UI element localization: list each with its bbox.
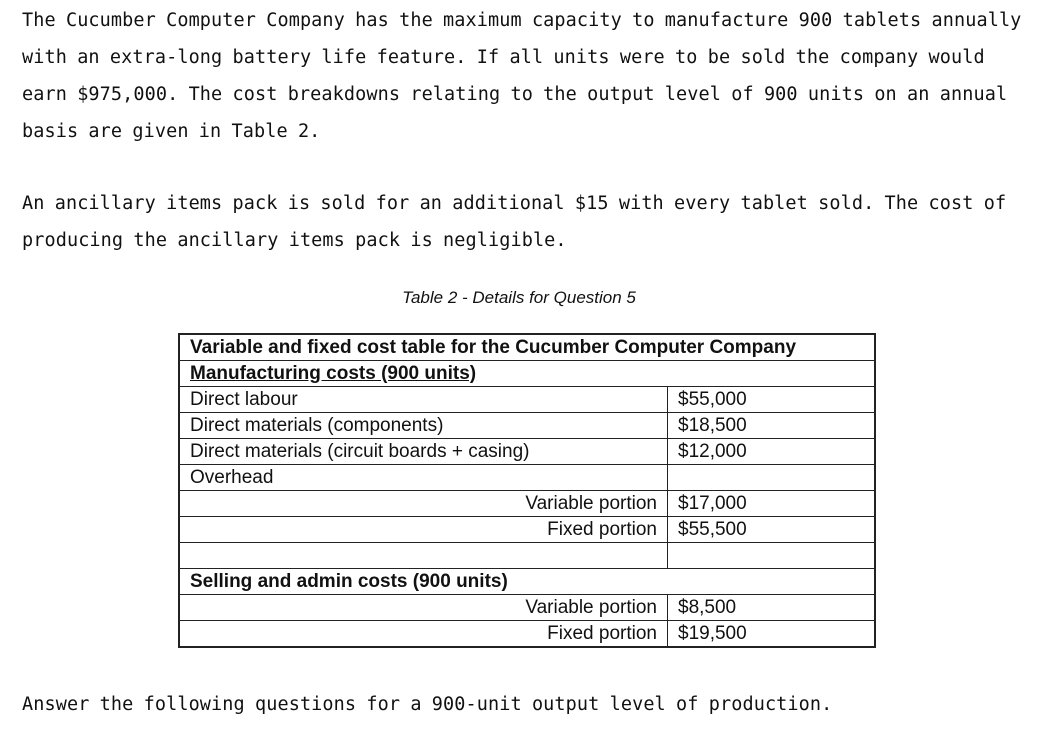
row-value: $12,000 [668, 439, 876, 465]
empty-cell [179, 543, 668, 569]
table-heading: Variable and fixed cost table for the Cucumber Computer Company [179, 334, 875, 361]
overhead-label: Overhead [179, 465, 668, 491]
empty-cell [668, 465, 876, 491]
row-value: $19,500 [668, 621, 876, 648]
table-row [179, 517, 875, 543]
row-value: $55,000 [668, 387, 876, 413]
table-row [179, 595, 875, 621]
row-label: Direct materials (circuit boards + casing) [179, 439, 668, 465]
ancillary-paragraph: An ancillary items pack is sold for an additional $15 with every tablet sold. The cost of producing the ancillary items pack is negligible. [22, 193, 1007, 251]
table-row [179, 413, 875, 439]
table-row [179, 569, 875, 595]
table-row [179, 621, 875, 648]
row-label: Direct materials (components) [179, 413, 668, 439]
table-caption: Table 2 - Details for Question 5 [402, 288, 636, 307]
row-label: Direct labour [179, 387, 668, 413]
table-row [179, 387, 875, 413]
selling-heading: Selling and admin costs (900 units) [179, 569, 875, 595]
row-label: Fixed portion [179, 621, 668, 648]
row-value: $17,000 [668, 491, 876, 517]
row-value: $55,500 [668, 517, 876, 543]
row-value: $8,500 [668, 595, 876, 621]
table-row [179, 361, 875, 387]
intro-paragraph: The Cucumber Computer Company has the maximum capacity to manufacture 900 tablets annually with an extra-long battery life feature. If all units were to be sold the company would earn $975,000. The cost breakdowns relating to the output level of 900 units on an annual basis are given in Table 2. [22, 10, 1022, 142]
row-label: Variable portion [179, 491, 668, 517]
empty-cell [668, 543, 876, 569]
table-row [179, 465, 875, 491]
table-row [179, 334, 875, 361]
table-row [179, 491, 875, 517]
manufacturing-heading: Manufacturing costs (900 units) [179, 361, 875, 387]
table-row [179, 543, 875, 569]
cost-table [178, 333, 876, 648]
row-label: Fixed portion [179, 517, 668, 543]
instruction-paragraph: Answer the following questions for a 900-unit output level of production. [22, 694, 833, 715]
row-value: $18,500 [668, 413, 876, 439]
table-row [179, 439, 875, 465]
row-label: Variable portion [179, 595, 668, 621]
